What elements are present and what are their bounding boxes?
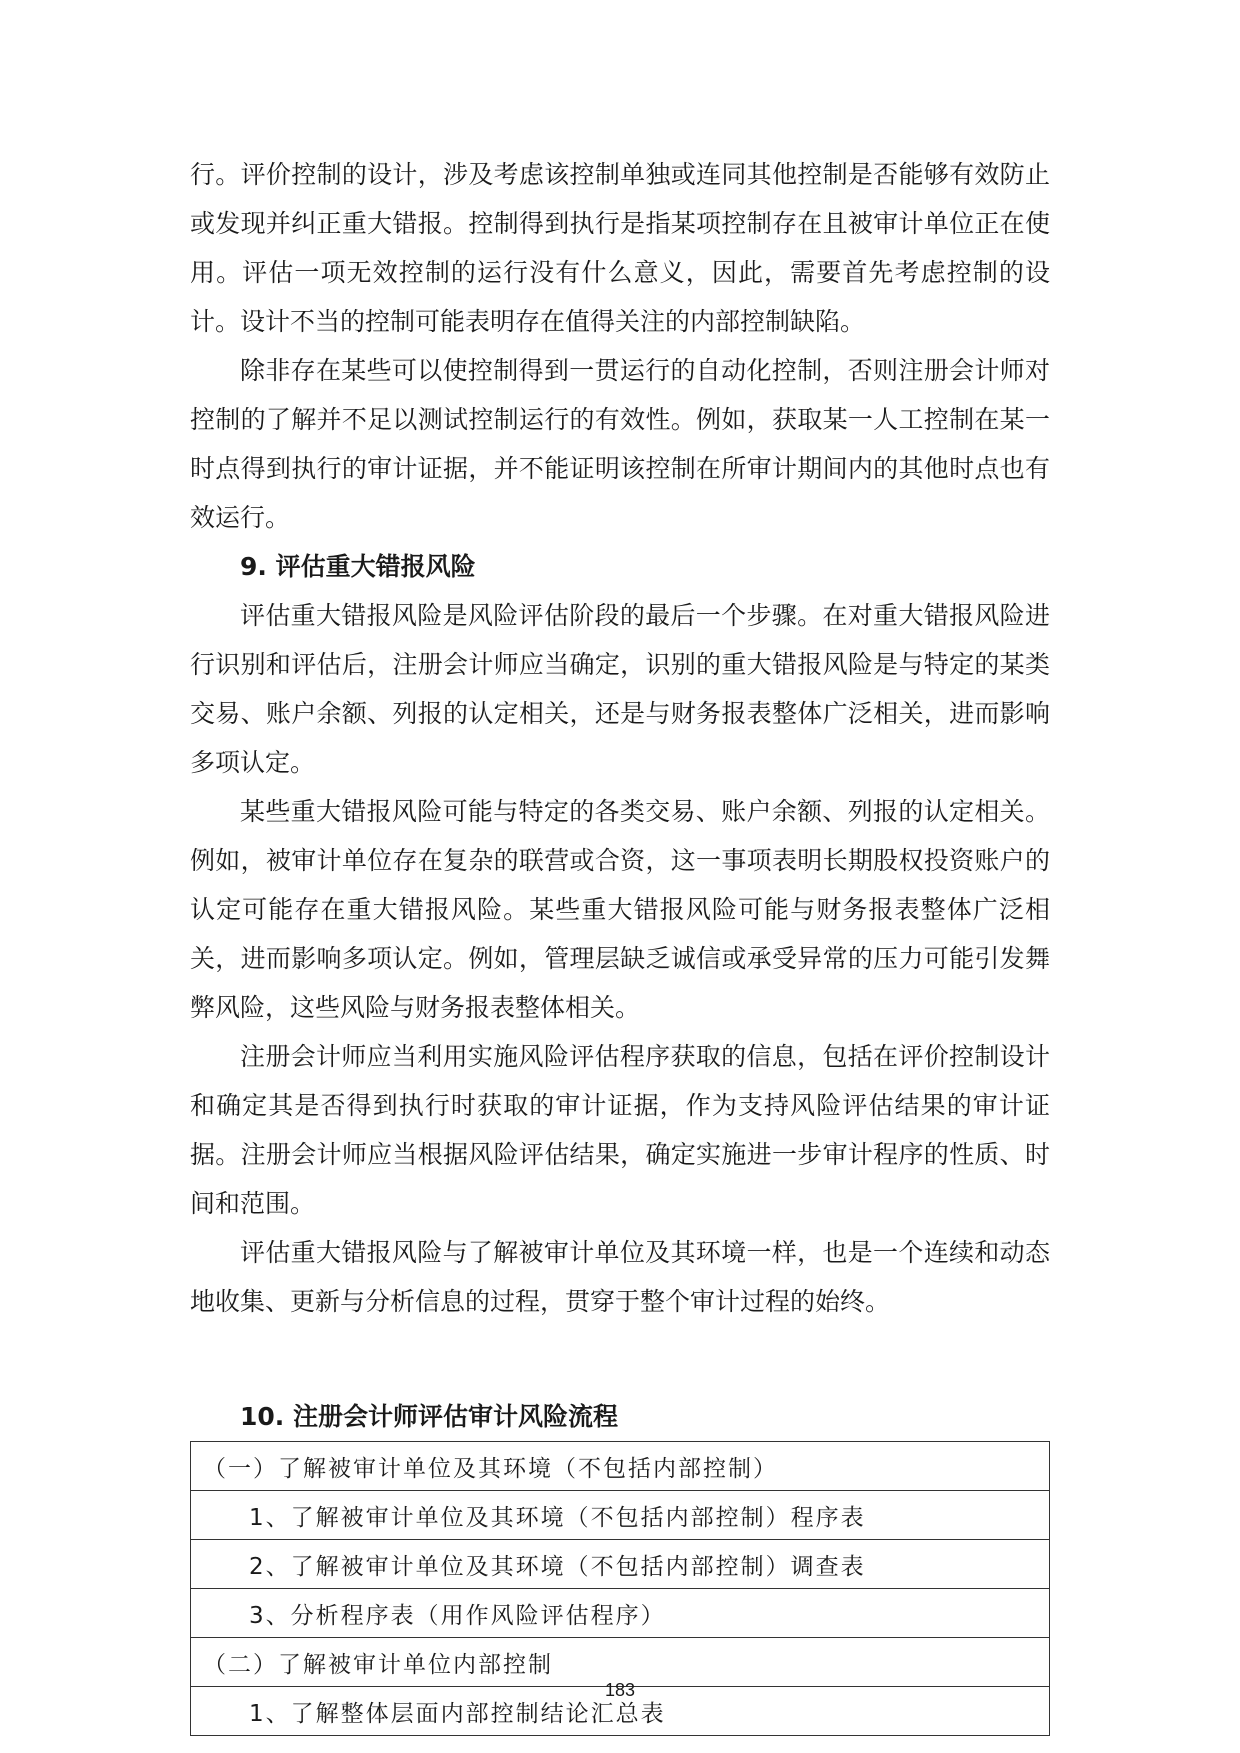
table-cell: 3、分析程序表（用作风险评估程序） — [191, 1589, 1050, 1638]
paragraph: 注册会计师应当利用实施风险评估程序获取的信息，包括在评价控制设计和确定其是否得到执行时获取的审计证据，作为支持风险评估结果的审计证据。注册会计师应当根据风险评估结果，确定实施进一步审计程序的性质、时间和范围。 — [190, 1042, 1050, 1218]
paragraph: 评估重大错报风险是风险评估阶段的最后一个步骤。在对重大错报风险进行识别和评估后，注册会计师应当确定，识别的重大错报风险是与特定的某类交易、账户余额、列报的认定相关，还是与财务报表整体广泛相关，进而影响多项认定。 — [190, 601, 1050, 777]
table-row — [191, 1589, 1050, 1638]
table-cell: 1、了解被审计单位及其环境（不包括内部控制）程序表 — [191, 1491, 1050, 1540]
section-heading-10: 10. 注册会计师评估审计风险流程 — [240, 1402, 618, 1431]
page-content — [190, 150, 1050, 1736]
paragraph: 评估重大错报风险与了解被审计单位及其环境一样，也是一个连续和动态地收集、更新与分析信息的过程，贯穿于整个审计过程的始终。 — [190, 1238, 1050, 1316]
paragraph: 除非存在某些可以使控制得到一贯运行的自动化控制，否则注册会计师对控制的了解并不足以测试控制运行的有效性。例如，获取某一人工控制在某一时点得到执行的审计证据，并不能证明该控制在所审计期间内的其他时点也有效运行。 — [190, 356, 1050, 532]
table-cell: （二）了解被审计单位内部控制 — [191, 1638, 1050, 1687]
spacer — [190, 1326, 1050, 1392]
paragraph: 某些重大错报风险可能与特定的各类交易、账户余额、列报的认定相关。例如，被审计单位存在复杂的联营或合资，这一事项表明长期股权投资账户的认定可能存在重大错报风险。某些重大错报风险可能与财务报表整体广泛相关，进而影响多项认定。例如，管理层缺乏诚信或承受异常的压力可能引发舞弊风险，这些风险与财务报表整体相关。 — [190, 797, 1050, 1022]
table-cell: 2、了解被审计单位及其环境（不包括内部控制）调查表 — [191, 1540, 1050, 1589]
table-cell: （一）了解被审计单位及其环境（不包括内部控制） — [191, 1442, 1050, 1491]
page-number: 183 — [604, 1680, 636, 1700]
section-heading-9: 9. 评估重大错报风险 — [240, 552, 476, 581]
table-cell: 1、了解整体层面内部控制结论汇总表 — [191, 1687, 1050, 1736]
table-row — [191, 1442, 1050, 1491]
table-row — [191, 1540, 1050, 1589]
paragraph-continued: 行。评价控制的设计，涉及考虑该控制单独或连同其他控制是否能够有效防止或发现并纠正重大错报。控制得到执行是指某项控制存在且被审计单位正在使用。评估一项无效控制的运行没有什么意义，因此，需要首先考虑控制的设计。设计不当的控制可能表明存在值得关注的内部控制缺陷。 — [190, 160, 1050, 336]
table-row — [191, 1491, 1050, 1540]
